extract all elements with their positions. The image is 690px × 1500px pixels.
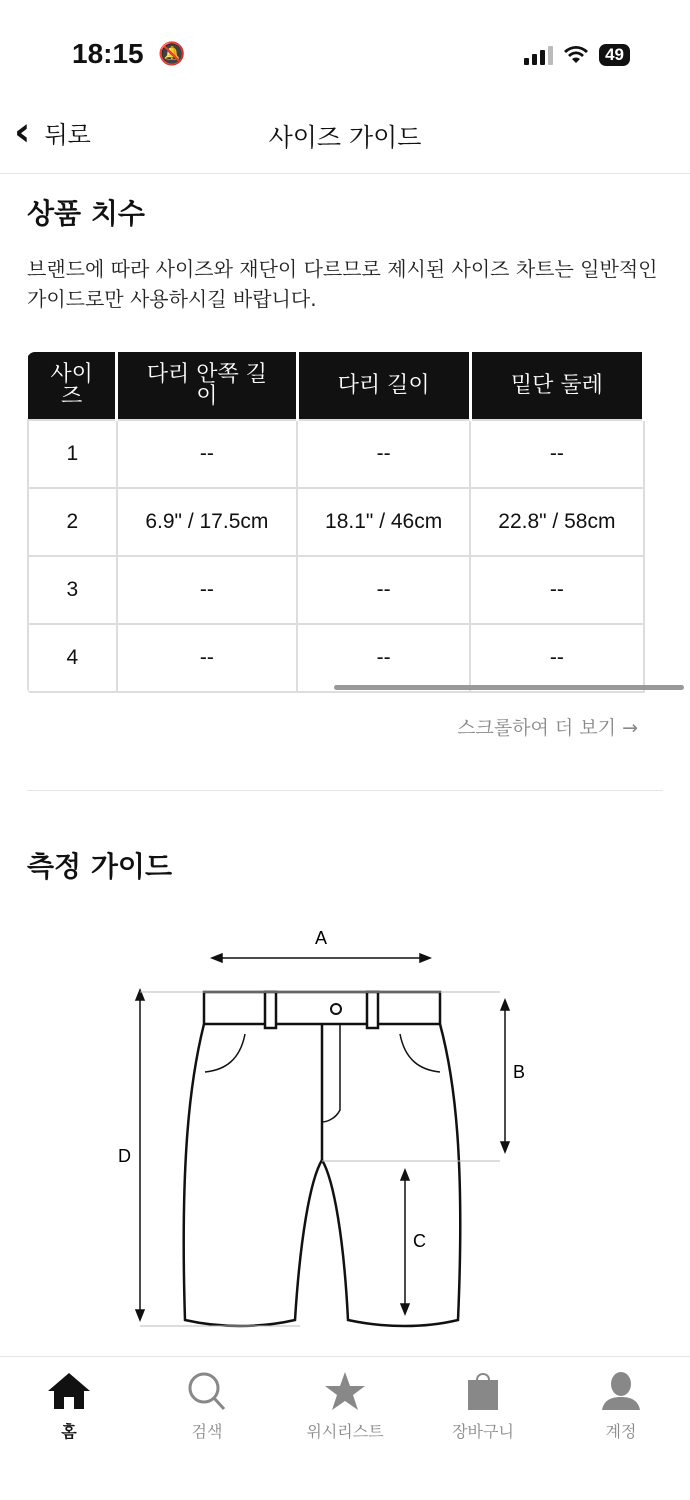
tab-label: 계정 [605, 1422, 637, 1441]
table-cell: -- [117, 624, 297, 692]
column-header: 사이즈 [28, 352, 117, 420]
size-table-scroll[interactable] [27, 352, 690, 695]
wifi-icon [563, 45, 589, 65]
table-cell: 3 [28, 556, 117, 624]
star-icon [323, 1371, 367, 1411]
table-cell: -- [470, 556, 643, 624]
label-d: D [118, 1146, 131, 1166]
table-row [28, 556, 644, 624]
user-icon [599, 1371, 643, 1411]
nav-bar [0, 100, 690, 174]
tab-label: 홈 [61, 1422, 77, 1441]
label-a: A [315, 928, 328, 948]
table-row [28, 624, 644, 692]
home-icon [47, 1371, 91, 1411]
chevron-left-icon: ‹ [14, 109, 31, 155]
table-cell: 2 [28, 488, 117, 556]
table-cell: -- [297, 556, 470, 624]
signal-icon [524, 46, 553, 65]
bottom-tab-bar [0, 1356, 690, 1500]
size-table [27, 352, 645, 693]
column-header: 밑단 둘레 [470, 352, 643, 420]
divider [27, 790, 663, 791]
battery-indicator: 49 [599, 44, 630, 66]
table-cell: -- [470, 624, 643, 692]
table-row [28, 420, 644, 488]
search-icon [185, 1371, 229, 1411]
measure-guide-heading: 측정 가이드 [27, 850, 172, 883]
horizontal-scrollbar[interactable] [334, 685, 684, 690]
table-cell: 6.9" / 17.5cm [117, 488, 297, 556]
back-label: 뒤로 [44, 120, 91, 149]
tab-wishlist[interactable] [276, 1357, 414, 1500]
tab-label: 검색 [191, 1422, 223, 1441]
table-cell: -- [297, 624, 470, 692]
status-bar [0, 0, 690, 110]
label-c: C [413, 1231, 426, 1251]
table-cell: -- [117, 556, 297, 624]
tab-search[interactable] [138, 1357, 276, 1500]
table-cell: 18.1" / 46cm [297, 488, 470, 556]
label-b: B [513, 1062, 526, 1082]
product-dimensions-heading: 상품 치수 [27, 197, 145, 230]
tab-home[interactable] [0, 1357, 138, 1500]
table-cell: -- [117, 420, 297, 488]
tab-cart[interactable] [414, 1357, 552, 1500]
table-cell: 4 [28, 624, 117, 692]
page-title: 사이즈 가이드 [268, 123, 422, 152]
bell-muted-icon: 🔕 [158, 42, 186, 67]
table-cell: 22.8" / 58cm [470, 488, 643, 556]
table-cell: 1 [28, 420, 117, 488]
bag-icon [461, 1371, 505, 1411]
clock: 18:15 [72, 38, 144, 69]
column-header: 다리 안쪽 길이 [117, 352, 297, 420]
shorts-measurement-diagram [0, 910, 690, 1360]
table-row [28, 488, 644, 556]
description: 브랜드에 따라 사이즈와 재단이 다르므로 제시된 사이즈 차트는 일반적인 가이드로만 사용하시길 바랍니다. [27, 257, 658, 311]
table-cell: -- [470, 420, 643, 488]
table-cell: -- [297, 420, 470, 488]
scroll-hint: 스크롤하여 더 보기 → [457, 717, 638, 739]
tab-label: 장바구니 [452, 1422, 514, 1441]
tab-label: 위시리스트 [306, 1422, 384, 1441]
column-header: 다리 길이 [297, 352, 470, 420]
tab-account[interactable] [552, 1357, 690, 1500]
